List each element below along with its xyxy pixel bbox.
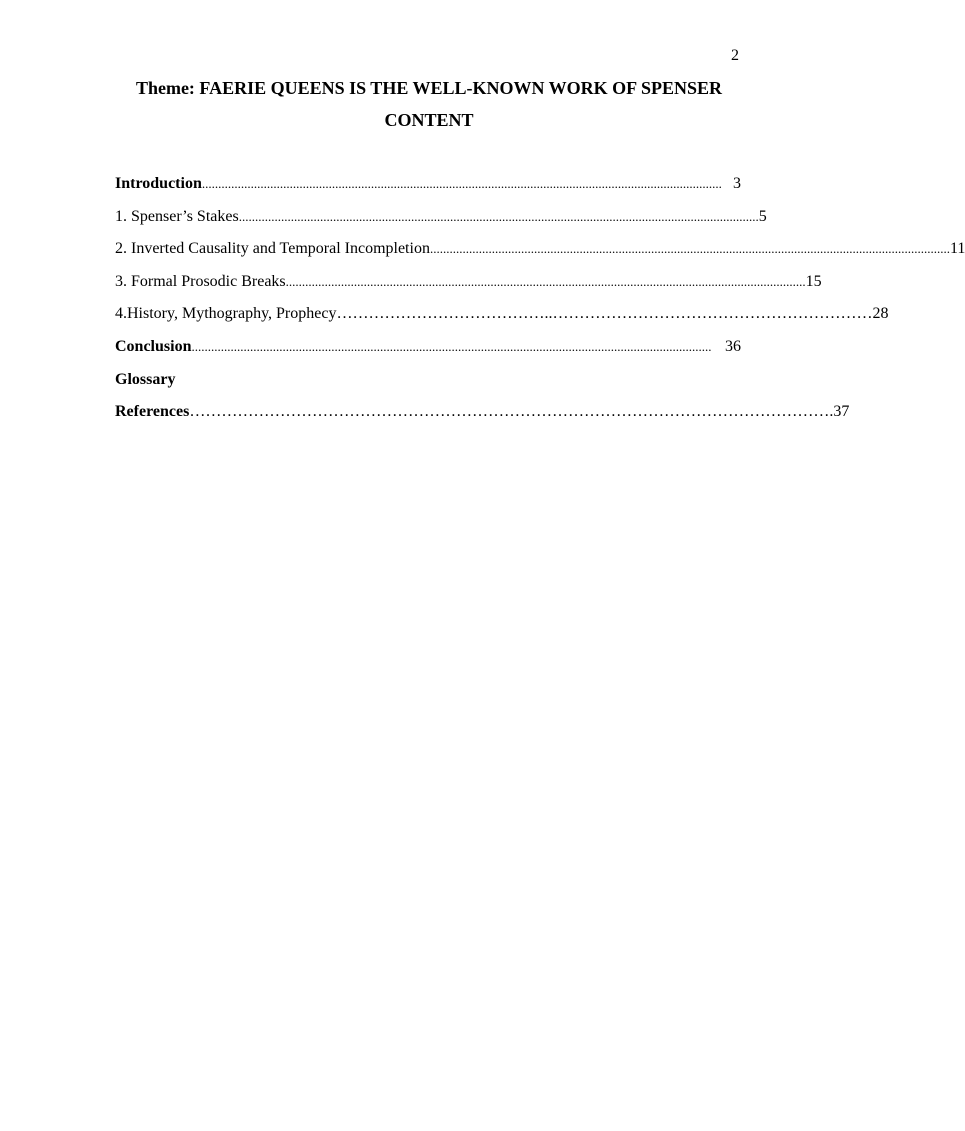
toc-entry-introduction[interactable] (115, 175, 741, 208)
toc-leader-dots: …………………………………..…………………………………………………… (336, 305, 873, 323)
toc-entry-page: 36 (725, 337, 741, 355)
theme-title: Theme: FAERIE QUEENS IS THE WELL-KNOWN WORK OF SPENSER (135, 78, 723, 98)
toc-entry-references[interactable] (115, 403, 850, 436)
toc-leader-dots: ................................................................................................................................................................ (201, 176, 722, 191)
table-of-contents (115, 175, 965, 436)
toc-entry-inverted-causality[interactable] (115, 240, 965, 273)
toc-entry-page: 15 (805, 272, 822, 290)
toc-entry-page: 5 (758, 207, 767, 225)
toc-entry-formal-prosodic-breaks[interactable] (115, 272, 822, 306)
toc-entry-label: Introduction (115, 175, 202, 192)
content-heading: CONTENT (384, 110, 474, 130)
toc-entry-label: 1. Spenser’s Stakes (115, 207, 239, 225)
toc-entry-spensers-stakes[interactable] (115, 207, 767, 241)
toc-entry-label: References (115, 403, 190, 421)
toc-leader-dots: ................................................................................................................................................................ (429, 241, 950, 257)
toc-entry-label: Conclusion (115, 337, 192, 355)
toc-leader-dots: ................................................................................................................................................................ (285, 273, 806, 289)
toc-leader-dots: ................................................................................................................................................................ (238, 208, 759, 224)
toc-entry-page: 11 (949, 240, 965, 258)
toc-leader-dots: ................................................................................................................................................................ (191, 338, 712, 354)
toc-entry-page: .37 (829, 403, 850, 421)
toc-entry-glossary[interactable] (115, 371, 741, 404)
toc-entry-label: 4.History, Mythography, Prophecy (115, 305, 337, 323)
toc-entry-label: 3. Formal Prosodic Breaks (115, 272, 286, 290)
toc-entry-history-mythography-prophecy[interactable] (115, 305, 889, 338)
toc-entry-label: 2. Inverted Causality and Temporal Incompletion (115, 240, 430, 258)
toc-entry-page: 3 (733, 175, 741, 192)
toc-entry-page: 28 (872, 305, 889, 323)
toc-entry-label: Glossary (115, 370, 176, 388)
toc-entry-conclusion[interactable] (115, 338, 741, 371)
page-number: 2 (731, 47, 739, 64)
toc-leader-dots: ………………………………………………………………………………………………………… (189, 403, 830, 421)
